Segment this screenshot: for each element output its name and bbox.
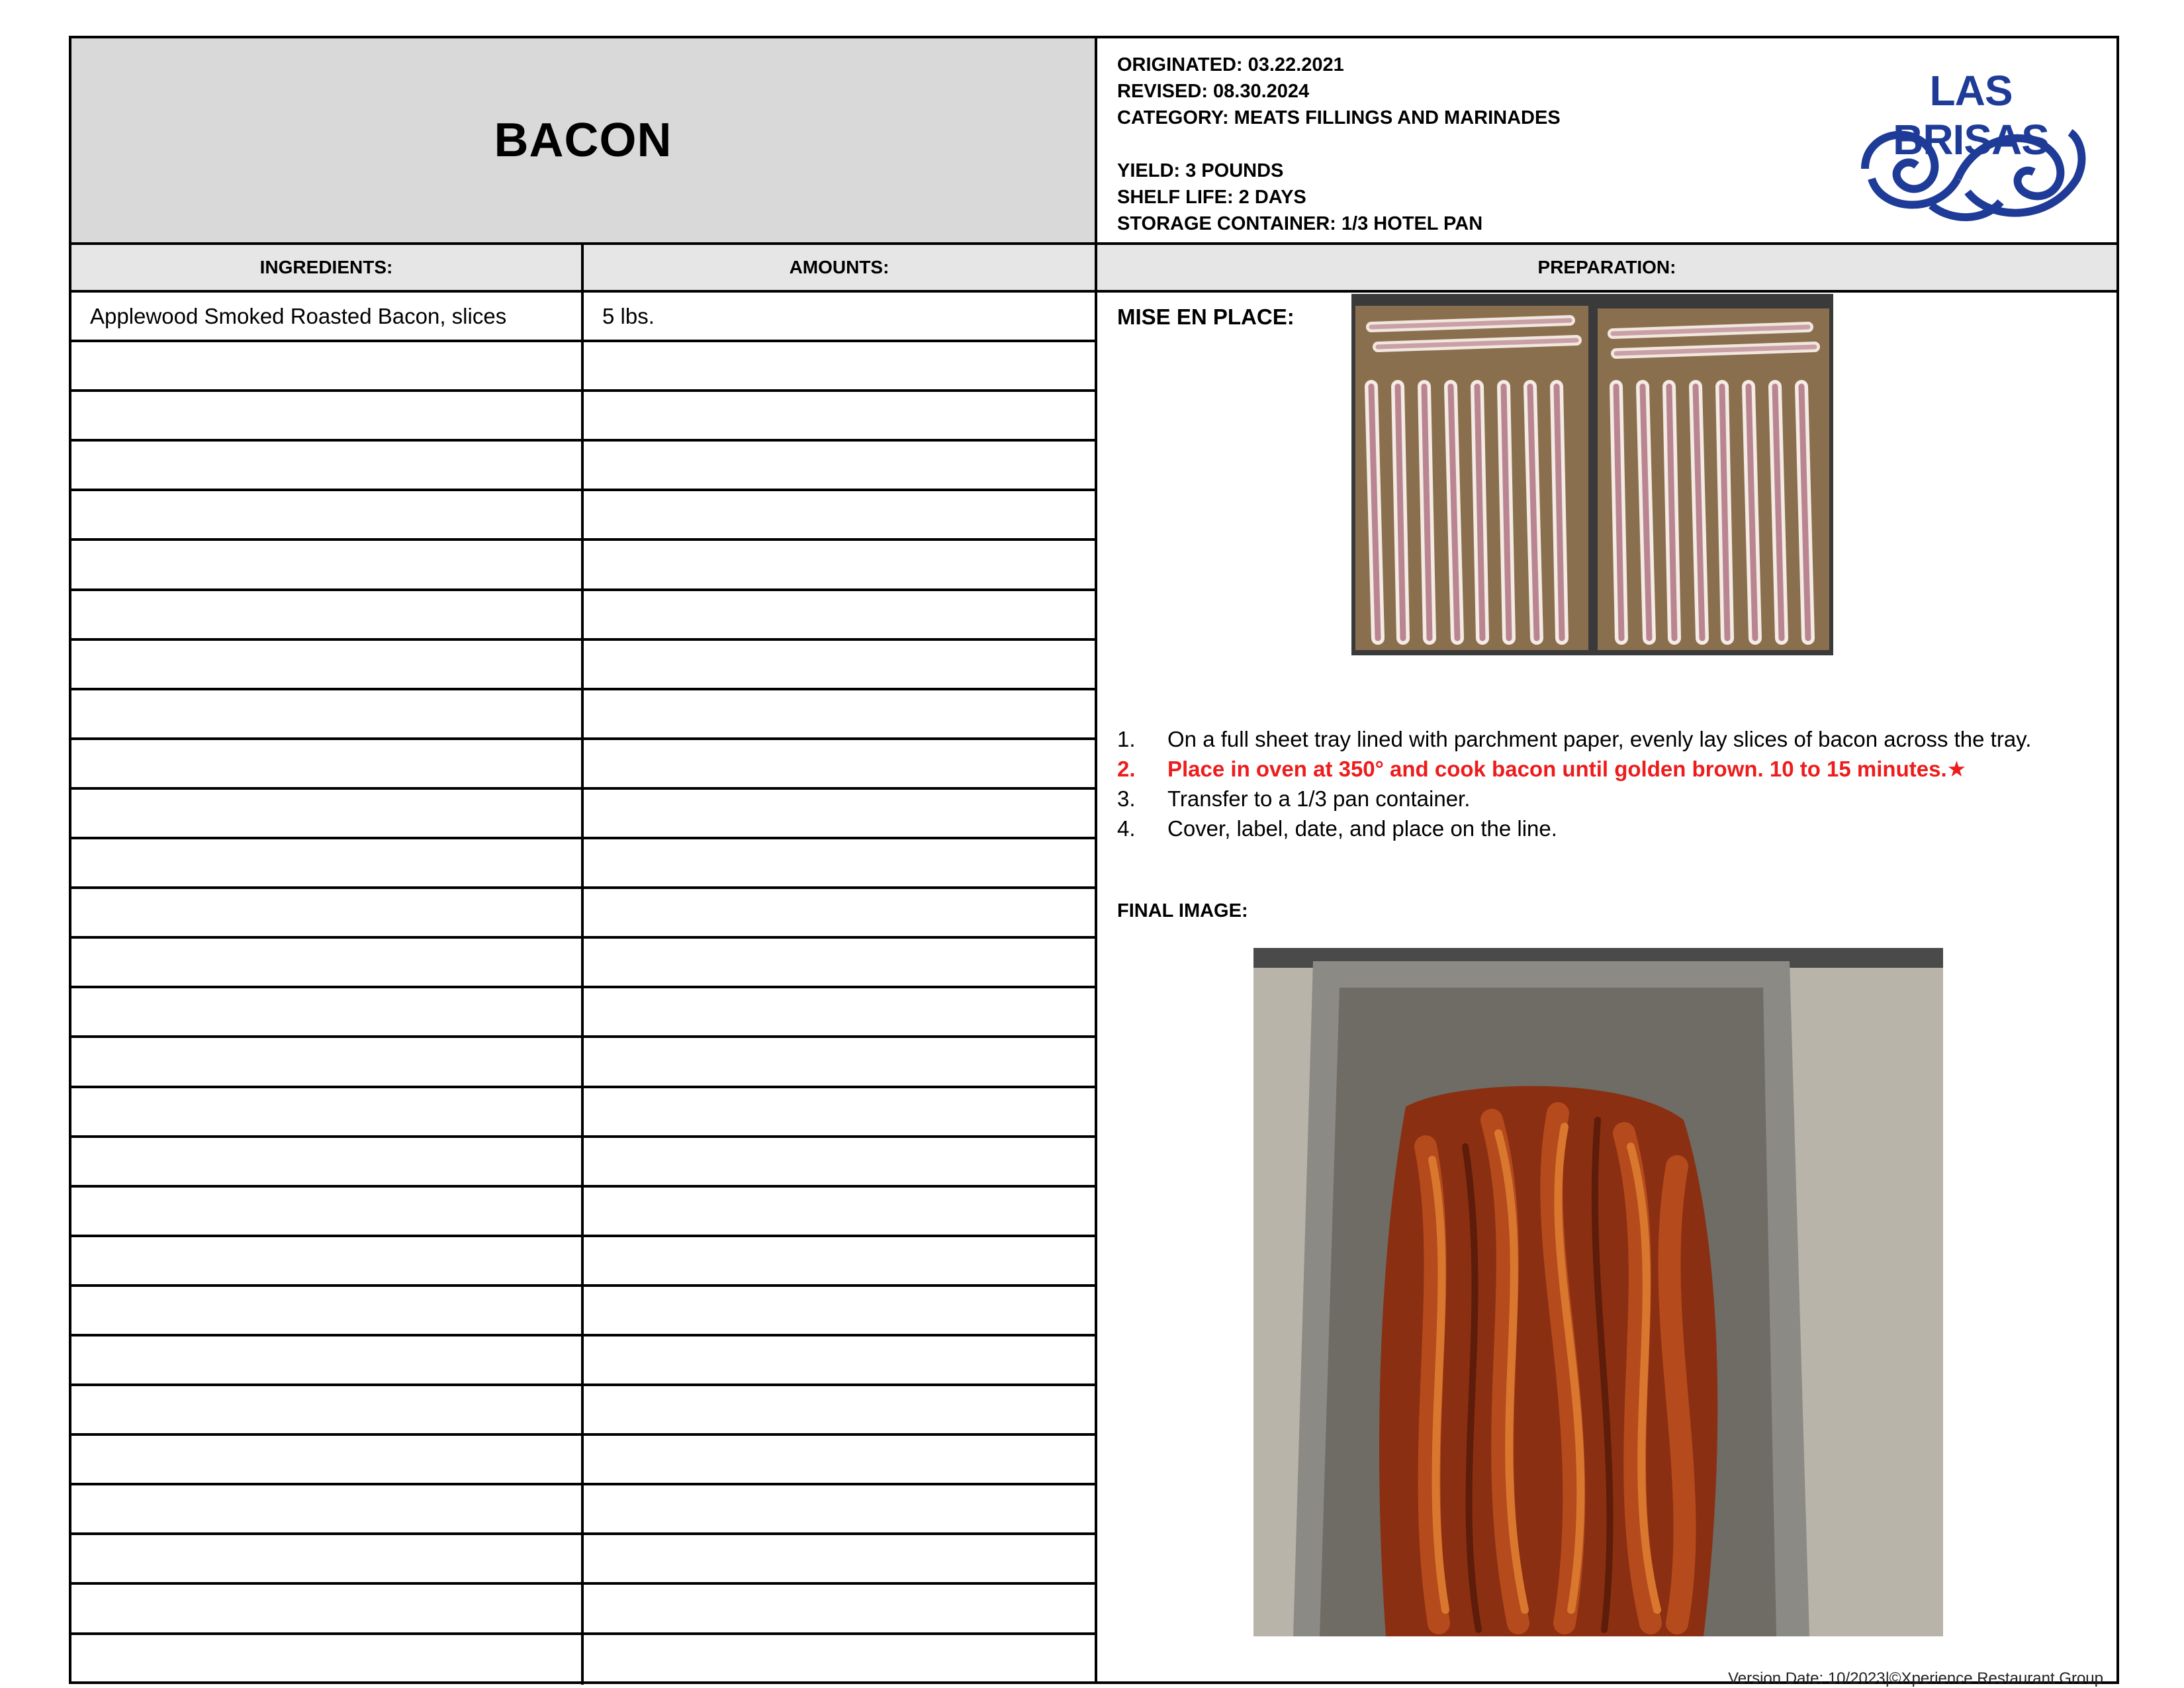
ingredient-name: Applewood Smoked Roasted Bacon, slices [71,293,584,340]
ingredient-row [71,1287,1095,1336]
ingredient-name [71,342,584,389]
ingredient-name [71,690,584,737]
ingredient-amount [584,392,1095,439]
ingredient-name [71,491,584,538]
step-number: 2. [1117,757,1136,781]
ingredient-row [71,939,1095,988]
step-number: 3. [1117,786,1136,811]
ingredient-name [71,591,584,638]
step-text: Place in oven at 350° and cook bacon until golden brown. 10 to 15 minutes.★ [1167,757,1967,781]
ingredient-name [71,1237,584,1284]
ingredient-amount [584,1535,1095,1582]
ingredient-amount [584,342,1095,389]
ingredient-amount [584,1038,1095,1085]
ingredient-amount [584,442,1095,489]
ingredient-amount [584,889,1095,936]
ingredient-name [71,1038,584,1085]
ingredient-row [71,1038,1095,1088]
ingredient-amount [584,1188,1095,1235]
ingredient-name [71,1138,584,1185]
ingredient-amount: 5 lbs. [602,303,655,328]
step-number: 4. [1117,816,1136,841]
ingredient-amount [584,1138,1095,1185]
ingredient-name [71,1336,584,1383]
step-text: Transfer to a 1/3 pan container. [1167,786,1471,811]
ingredient-name [71,790,584,837]
mise-en-place-label: MISE EN PLACE: [1117,305,1295,329]
shelf-life: SHELF LIFE: 2 DAYS [1117,187,1306,208]
title-block [71,38,1097,245]
ingredient-row [71,1485,1095,1535]
ingredient-name [71,988,584,1035]
ingredient-name [71,1287,584,1334]
ingredient-name [71,839,584,886]
raw-bacon-tray-image [1351,294,1833,655]
ingredient-name [71,1585,584,1632]
ingredient-row [71,1237,1095,1287]
preparation-section [1097,293,2116,1684]
ingredient-name [71,939,584,986]
ingredient-amount [584,939,1095,986]
preparation-step [1117,814,2110,843]
ingredient-row [71,392,1095,442]
ingredient-row [71,1386,1095,1436]
ingredient-row [71,740,1095,790]
version-footer: Version Date: 10/2023|©Xperience Restaurant Group [1728,1669,2103,1687]
ingredient-name [71,1535,584,1582]
originated-date: ORIGINATED: 03.22.2021 [1117,54,1344,75]
ingredient-row [71,541,1095,590]
ingredient-row [71,988,1095,1038]
ingredient-name [71,889,584,936]
yield: YIELD: 3 POUNDS [1117,160,1284,181]
cooked-bacon-pan-image [1253,948,1943,1636]
ingredient-row [71,641,1095,690]
ingredient-row [71,1535,1095,1585]
ingredient-amount [584,1585,1095,1632]
ingredient-row [71,839,1095,889]
ingredient-amount [584,1436,1095,1483]
logo-text: LAS BRISAS [1893,67,2049,164]
ingredients-table [71,293,1097,1684]
ingredient-row [71,591,1095,641]
ingredient-name [71,1436,584,1483]
step-text: On a full sheet tray lined with parchment paper, evenly lay slices of bacon across the tray. [1167,727,2032,751]
ingredient-amount [584,491,1095,538]
ingredient-name [71,1386,584,1433]
ingredient-name [71,541,584,588]
final-image-label: FINAL IMAGE: [1117,900,1248,921]
ingredient-row [71,790,1095,839]
ingredient-row [71,690,1095,740]
ingredient-amount [584,641,1095,688]
ingredient-amount [584,839,1095,886]
amounts-header: AMOUNTS: [584,245,1097,293]
ingredient-row [71,1336,1095,1386]
ingredients-header: INGREDIENTS: [71,245,584,293]
recipe-title: BACON [494,114,672,167]
ingredient-amount [584,1635,1095,1685]
ingredient-amount [584,988,1095,1035]
ingredient-row [71,1188,1095,1237]
ingredient-amount [584,1287,1095,1334]
ingredient-row [71,491,1095,541]
category: CATEGORY: MEATS FILLINGS AND MARINADES [1117,107,1561,128]
ingredient-amount [584,1336,1095,1383]
preparation-step [1117,784,2110,814]
ingredient-row [71,1436,1095,1485]
ingredient-amount [584,1386,1095,1433]
ingredient-amount [584,1088,1095,1135]
ingredient-amount [584,690,1095,737]
wave-logo-icon [1852,106,2090,225]
ingredient-name [71,641,584,688]
ingredient-name [71,1088,584,1135]
ingredient-row [71,342,1095,392]
preparation-header: PREPARATION: [1097,245,2116,293]
ingredient-name [71,392,584,439]
ingredient-name [71,1635,584,1685]
ingredient-amount [584,591,1095,638]
ingredient-row [71,1585,1095,1634]
ingredient-row [71,293,1095,342]
ingredient-amount [584,1237,1095,1284]
preparation-steps [1117,724,2110,843]
ingredient-row [71,1138,1095,1188]
ingredient-name [71,740,584,787]
ingredient-amount [584,541,1095,588]
ingredient-name [71,442,584,489]
ingredient-row [71,442,1095,491]
ingredient-name [71,1485,584,1532]
ingredient-row [71,1635,1095,1685]
ingredient-name [71,1188,584,1235]
las-brisas-logo [1852,66,2090,232]
preparation-step [1117,724,2110,754]
revised-date: REVISED: 08.30.2024 [1117,81,1310,102]
step-number: 1. [1117,727,1136,751]
ingredient-row [71,1088,1095,1138]
step-text: Cover, label, date, and place on the line. [1167,816,1557,841]
ingredient-amount [584,790,1095,837]
recipe-meta [1097,38,2116,245]
ingredient-row [71,889,1095,939]
ingredient-amount [584,740,1095,787]
preparation-step [1117,754,2110,784]
storage-container: STORAGE CONTAINER: 1/3 HOTEL PAN [1117,213,1483,234]
ingredient-amount [584,1485,1095,1532]
recipe-card [69,36,2119,1687]
